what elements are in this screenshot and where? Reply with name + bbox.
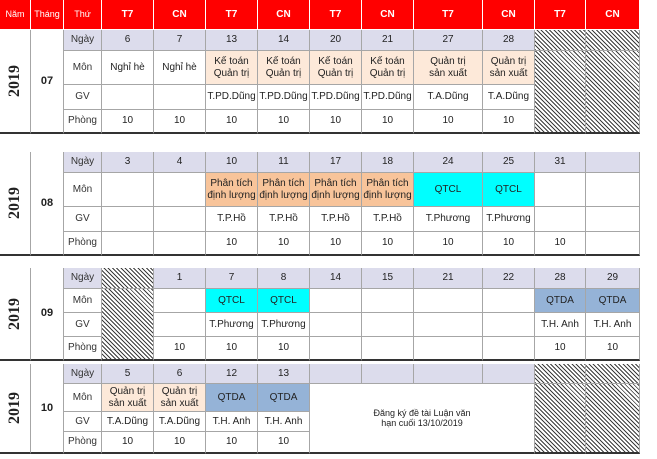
cell-phong-08-2: 10 xyxy=(206,232,258,256)
cell-mon-07-7: Quản trị sản xuất xyxy=(483,51,535,85)
row-label-ngay: Ngày xyxy=(64,30,102,51)
header-day-0: T7 xyxy=(102,0,154,30)
cell-mon-09-1 xyxy=(154,289,206,313)
cell-mon-08-0 xyxy=(102,173,154,207)
hatched-cell xyxy=(102,289,154,361)
cell-mon-09-5 xyxy=(362,289,414,313)
cell-gv-09-1 xyxy=(154,313,206,337)
cell-phong-07-7: 10 xyxy=(483,110,535,134)
row-label-gv: GV xyxy=(64,412,102,432)
cell-ngay-08-0: 3 xyxy=(102,152,154,173)
cell-ngay-09-0 xyxy=(102,268,154,289)
cell-ngay-08-1: 4 xyxy=(154,152,206,173)
header-day-5: CN xyxy=(362,0,414,30)
cell-gv-08-9 xyxy=(586,207,640,232)
cell-phong-07-6: 10 xyxy=(414,110,483,134)
registration-note: Đăng ký đề tài Luận văn hạn cuối 13/10/2019 xyxy=(310,384,535,454)
year-cell xyxy=(0,364,31,454)
cell-ngay-07-7: 28 xyxy=(483,30,535,51)
cell-phong-07-1: 10 xyxy=(154,110,206,134)
cell-phong-08-6: 10 xyxy=(414,232,483,256)
header-day-1: CN xyxy=(154,0,206,30)
cell-ngay-10-6 xyxy=(414,364,483,384)
cell-phong-09-9: 10 xyxy=(586,337,640,361)
cell-ngay-09-2: 7 xyxy=(206,268,258,289)
cell-gv-09-7 xyxy=(483,313,535,337)
cell-phong-10-3: 10 xyxy=(258,432,310,454)
row-label-mon: Môn xyxy=(64,51,102,85)
row-label-phong: Phòng xyxy=(64,110,102,134)
cell-ngay-10-3: 13 xyxy=(258,364,310,384)
year-cell xyxy=(0,30,31,134)
hatched-cell xyxy=(535,51,586,134)
header-year: Năm xyxy=(0,0,31,30)
cell-ngay-07-5: 21 xyxy=(362,30,414,51)
cell-ngay-10-5 xyxy=(362,364,414,384)
row-label-phong: Phòng xyxy=(64,232,102,256)
cell-gv-09-3: T.Phương xyxy=(258,313,310,337)
cell-mon-10-2: QTDA xyxy=(206,384,258,412)
year-cell xyxy=(0,268,31,361)
cell-phong-10-1: 10 xyxy=(154,432,206,454)
cell-gv-10-2: T.H. Anh xyxy=(206,412,258,432)
cell-gv-08-7: T.Phương xyxy=(483,207,535,232)
cell-phong-10-2: 10 xyxy=(206,432,258,454)
cell-gv-10-3: T.H. Anh xyxy=(258,412,310,432)
cell-gv-08-2: T.P.Hồ xyxy=(206,207,258,232)
cell-mon-09-4 xyxy=(310,289,362,313)
cell-mon-08-8 xyxy=(535,173,586,207)
cell-phong-07-3: 10 xyxy=(258,110,310,134)
row-label-phong: Phòng xyxy=(64,337,102,361)
row-label-ngay: Ngày xyxy=(64,364,102,384)
cell-phong-08-7: 10 xyxy=(483,232,535,256)
header-day-6: T7 xyxy=(414,0,483,30)
cell-gv-09-5 xyxy=(362,313,414,337)
cell-ngay-07-3: 14 xyxy=(258,30,310,51)
cell-ngay-07-8 xyxy=(535,30,586,51)
cell-mon-07-4: Kế toán Quản trị xyxy=(310,51,362,85)
cell-mon-08-5: Phân tích định lượng xyxy=(362,173,414,207)
row-label-gv: GV xyxy=(64,85,102,110)
cell-gv-07-4: T.PD.Dũng xyxy=(310,85,362,110)
cell-mon-10-1: Quản trị sản xuất xyxy=(154,384,206,412)
month-cell: 09 xyxy=(31,268,64,361)
cell-ngay-09-3: 8 xyxy=(258,268,310,289)
cell-mon-07-6: Quản trị sản xuất xyxy=(414,51,483,85)
cell-mon-07-2: Kế toán Quản trị xyxy=(206,51,258,85)
cell-mon-07-0: Nghỉ hè xyxy=(102,51,154,85)
cell-phong-09-6 xyxy=(414,337,483,361)
year-label: 2019 xyxy=(5,65,23,97)
row-label-gv: GV xyxy=(64,207,102,232)
cell-ngay-07-9 xyxy=(586,30,640,51)
cell-mon-09-8: QTDA xyxy=(535,289,586,313)
cell-phong-08-3: 10 xyxy=(258,232,310,256)
header-weekday: Thứ xyxy=(64,0,102,30)
cell-gv-07-5: T.PD.Dũng xyxy=(362,85,414,110)
cell-mon-09-7 xyxy=(483,289,535,313)
cell-phong-08-9 xyxy=(586,232,640,256)
cell-phong-09-7 xyxy=(483,337,535,361)
row-label-mon: Môn xyxy=(64,173,102,207)
cell-ngay-07-1: 7 xyxy=(154,30,206,51)
cell-phong-08-1 xyxy=(154,232,206,256)
header-day-3: CN xyxy=(258,0,310,30)
cell-ngay-09-8: 28 xyxy=(535,268,586,289)
row-label-mon: Môn xyxy=(64,289,102,313)
cell-phong-07-5: 10 xyxy=(362,110,414,134)
row-label-ngay: Ngày xyxy=(64,152,102,173)
cell-phong-09-3: 10 xyxy=(258,337,310,361)
cell-mon-10-0: Quản trị sản xuất xyxy=(102,384,154,412)
cell-gv-09-9: T.H. Anh xyxy=(586,313,640,337)
cell-gv-07-2: T.PD.Dũng xyxy=(206,85,258,110)
cell-phong-09-8: 10 xyxy=(535,337,586,361)
cell-mon-07-5: Kế toán Quản trị xyxy=(362,51,414,85)
cell-gv-09-4 xyxy=(310,313,362,337)
row-label-phong: Phòng xyxy=(64,432,102,454)
cell-gv-08-6: T.Phương xyxy=(414,207,483,232)
year-label: 2019 xyxy=(5,392,23,424)
cell-gv-08-5: T.P.Hồ xyxy=(362,207,414,232)
cell-ngay-07-6: 27 xyxy=(414,30,483,51)
cell-phong-07-2: 10 xyxy=(206,110,258,134)
cell-ngay-08-3: 11 xyxy=(258,152,310,173)
hatched-cell xyxy=(586,384,640,454)
year-cell xyxy=(0,152,31,256)
cell-mon-10-3: QTDA xyxy=(258,384,310,412)
header-day-8: T7 xyxy=(535,0,586,30)
cell-gv-08-4: T.P.Hồ xyxy=(310,207,362,232)
cell-mon-07-3: Kế toán Quản trị xyxy=(258,51,310,85)
cell-ngay-10-2: 12 xyxy=(206,364,258,384)
cell-mon-08-1 xyxy=(154,173,206,207)
cell-gv-09-2: T.Phương xyxy=(206,313,258,337)
month-cell: 10 xyxy=(31,364,64,454)
row-label-mon: Môn xyxy=(64,384,102,412)
cell-mon-09-9: QTDA xyxy=(586,289,640,313)
cell-gv-09-8: T.H. Anh xyxy=(535,313,586,337)
cell-gv-07-7: T.A.Dũng xyxy=(483,85,535,110)
cell-phong-09-2: 10 xyxy=(206,337,258,361)
cell-ngay-08-6: 24 xyxy=(414,152,483,173)
cell-ngay-09-6: 21 xyxy=(414,268,483,289)
cell-gv-07-6: T.A.Dũng xyxy=(414,85,483,110)
cell-gv-09-6 xyxy=(414,313,483,337)
hatched-cell xyxy=(535,384,586,454)
cell-gv-10-1: T.A.Dũng xyxy=(154,412,206,432)
cell-ngay-10-1: 6 xyxy=(154,364,206,384)
cell-ngay-08-4: 17 xyxy=(310,152,362,173)
cell-ngay-09-5: 15 xyxy=(362,268,414,289)
cell-ngay-07-2: 13 xyxy=(206,30,258,51)
cell-gv-07-1 xyxy=(154,85,206,110)
row-label-ngay: Ngày xyxy=(64,268,102,289)
month-cell: 07 xyxy=(31,30,64,134)
cell-gv-07-3: T.PD.Dũng xyxy=(258,85,310,110)
cell-ngay-07-0: 6 xyxy=(102,30,154,51)
cell-gv-08-1 xyxy=(154,207,206,232)
cell-ngay-10-8 xyxy=(535,364,586,384)
cell-ngay-07-4: 20 xyxy=(310,30,362,51)
cell-ngay-08-2: 10 xyxy=(206,152,258,173)
cell-mon-08-6: QTCL xyxy=(414,173,483,207)
cell-gv-08-3: T.P.Hồ xyxy=(258,207,310,232)
year-label: 2019 xyxy=(5,297,23,330)
row-label-gv: GV xyxy=(64,313,102,337)
cell-phong-08-4: 10 xyxy=(310,232,362,256)
cell-phong-08-0 xyxy=(102,232,154,256)
cell-ngay-08-8: 31 xyxy=(535,152,586,173)
cell-ngay-08-9 xyxy=(586,152,640,173)
cell-ngay-09-9: 29 xyxy=(586,268,640,289)
hatched-cell xyxy=(586,51,640,134)
cell-phong-09-4 xyxy=(310,337,362,361)
cell-phong-07-4: 10 xyxy=(310,110,362,134)
cell-mon-09-2: QTCL xyxy=(206,289,258,313)
cell-phong-07-0: 10 xyxy=(102,110,154,134)
cell-gv-10-0: T.A.Dũng xyxy=(102,412,154,432)
header-month: Tháng xyxy=(31,0,64,30)
cell-ngay-09-1: 1 xyxy=(154,268,206,289)
cell-ngay-10-7 xyxy=(483,364,535,384)
cell-ngay-08-5: 18 xyxy=(362,152,414,173)
header-day-2: T7 xyxy=(206,0,258,30)
cell-gv-07-0 xyxy=(102,85,154,110)
cell-mon-07-1: Nghỉ hè xyxy=(154,51,206,85)
cell-ngay-10-4 xyxy=(310,364,362,384)
cell-mon-09-6 xyxy=(414,289,483,313)
month-cell: 08 xyxy=(31,152,64,256)
cell-gv-08-8 xyxy=(535,207,586,232)
cell-phong-08-5: 10 xyxy=(362,232,414,256)
cell-mon-08-4: Phân tích định lượng xyxy=(310,173,362,207)
header-day-7: CN xyxy=(483,0,535,30)
cell-mon-08-7: QTCL xyxy=(483,173,535,207)
cell-mon-09-3: QTCL xyxy=(258,289,310,313)
cell-gv-08-0 xyxy=(102,207,154,232)
cell-mon-08-3: Phân tích định lượng xyxy=(258,173,310,207)
cell-ngay-08-7: 25 xyxy=(483,152,535,173)
header-day-4: T7 xyxy=(310,0,362,30)
cell-mon-08-9 xyxy=(586,173,640,207)
cell-mon-08-2: Phân tích định lượng xyxy=(206,173,258,207)
cell-ngay-10-9 xyxy=(586,364,640,384)
cell-phong-09-1: 10 xyxy=(154,337,206,361)
header-day-9: CN xyxy=(586,0,640,30)
year-label: 2019 xyxy=(5,187,23,219)
cell-phong-10-0: 10 xyxy=(102,432,154,454)
cell-phong-09-5 xyxy=(362,337,414,361)
cell-phong-08-8: 10 xyxy=(535,232,586,256)
cell-ngay-10-0: 5 xyxy=(102,364,154,384)
cell-ngay-09-4: 14 xyxy=(310,268,362,289)
cell-ngay-09-7: 22 xyxy=(483,268,535,289)
